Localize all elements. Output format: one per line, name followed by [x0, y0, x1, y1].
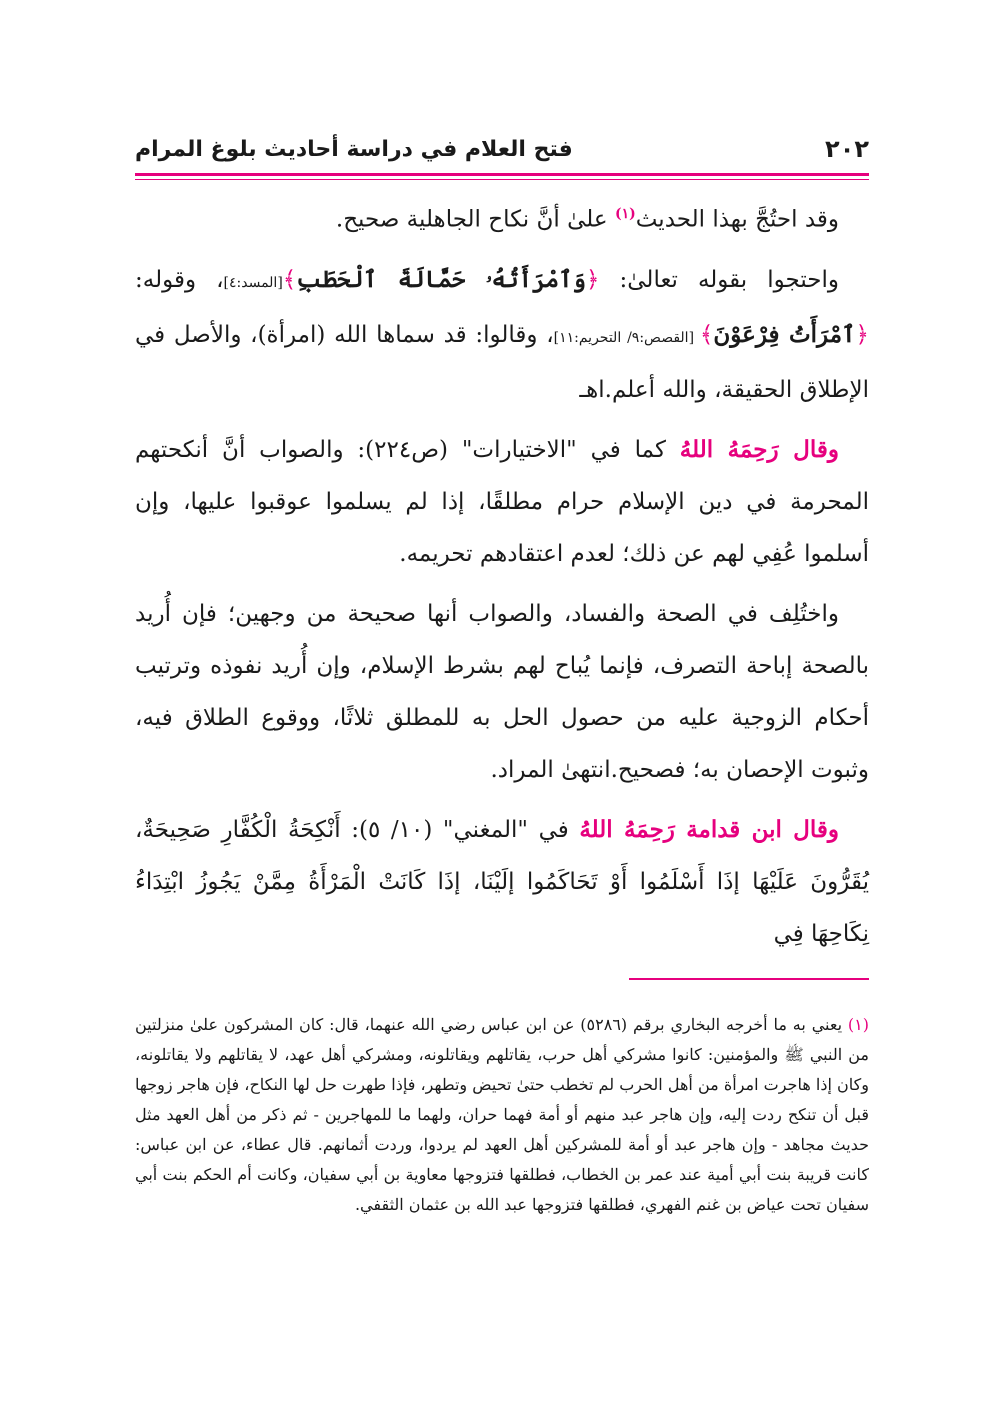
p1-before: وقد احتُجَّ بهذا الحديث [635, 206, 839, 233]
paragraph-4: واختُلِف في الصحة والفساد، والصواب أنها صحيحة من وجهين؛ فإن أُريد بالصحة إباحة التصرف، فإنما يُباح لهم بشرط الإسلام، وإن أُريد نفوذه وترتيب أحكام الزوجية عليه من حصول الحل به للمطلق ثلاثًا، ووقوع الطلاق فيه، وثبوت الإحصان به؛ فصحيح.انتهىٰ المراد. [135, 600, 869, 783]
p2-rest: ، وقالوا: قد سماها الله (امرأة)، والأصل في الإطلاق الحقيقة، والله أعلم.اهـ [135, 321, 869, 403]
footnote-mark: (١) [847, 1015, 870, 1034]
main-text [135, 188, 869, 968]
quran-open-bracket: ﴿ [586, 266, 600, 293]
header-rule-thin [135, 179, 869, 180]
p2-mid: ، وقوله: [135, 266, 224, 293]
quran-close-bracket: ﴾ [282, 266, 297, 293]
footnote [135, 1010, 869, 1220]
p3-text: كما في "الاختيارات" (ص٢٢٤): والصواب أنَّ أنكحتهم المحرمة في دين الإسلام حرام مطلقًا، إذا لم يسلموا عوقبوا عليها، وإن أسلموا عُفِي لهم عن ذلك؛ لعدم اعتقادهم تحريمه. [135, 436, 869, 567]
p3-lead: وقال رَحِمَهُ اللهُ [679, 435, 839, 463]
quran-verse-2: ٱمْرَأَتُ فِرْعَوْنَ [713, 320, 856, 348]
page-header [135, 128, 869, 170]
book-title: فتح العلام في دراسة أحاديث بلوغ المرام [135, 136, 573, 162]
footnote-reference[interactable]: (١) [614, 206, 636, 222]
p2-intro: واحتجوا بقوله تعالىٰ: [599, 266, 839, 293]
p5-text: في "المغني" (١٠/ ٥): أَنْكِحَةُ الْكُفَّارِ صَحِيحَةٌ، يُقَرُّونَ عَلَيْهَا إذَا أَسْلَمُوا أَوْ تَحَاكَمُوا إلَيْنَا، إذَا كَانَتْ الْمَرْأَةُ مِمَّنْ يَجُوزُ ابْتِدَاءُ نِكَاحِهَا فِي [135, 816, 869, 947]
quran-open-bracket-2: ﴿ [855, 321, 869, 348]
quran-close-bracket-2: ﴾ [699, 321, 714, 348]
verse-ref-2: [القصص:٩/ التحريم:١١] [553, 329, 700, 346]
paragraph-3 [135, 424, 869, 580]
quran-verse-1: وَٱمْرَأَتُهُۥ حَمَّالَةَ ٱلْحَطَبِ [296, 265, 587, 293]
verse-ref-1: [المسد:٤] [223, 274, 283, 291]
paragraph-2 [135, 254, 869, 416]
page-number: ٢٠٢ [825, 135, 869, 163]
paragraph-1 [135, 188, 869, 246]
footnote-separator [629, 978, 869, 980]
p1-after: علىٰ أنَّ نكاح الجاهلية صحيح. [335, 206, 615, 233]
paragraph-5 [135, 804, 869, 960]
p5-lead: وقال ابن قدامة رَحِمَهُ اللهُ [579, 815, 839, 843]
footnote-text: يعني به ما أخرجه البخاري برقم (٥٢٨٦) عن ابن عباس رضي الله عنهما، قال: كان المشركون علىٰ منزلتين من النبي ﷺ والمؤمنين: كانوا مشركي أهل حرب، يقاتلهم ويقاتلونه، ومشركي أهل عهد، لا يقاتلهم ولا يقاتلونه، وكان إذا هاجرت امرأة من أهل الحرب لم تخطب حتىٰ تحيض وتطهر، فإذا طهرت حل لها النكاح، فإن هاجر زوجها قبل أن تنكح ردت إليه، وإن هاجر عبد منهم أو أمة فهما حران، ولهما ما للمهاجرين - ثم ذكر من أهل العهد مثل حديث مجاهد - وإن هاجر عبد أو أمة للمشركين أهل العهد لم يردوا، وردت أثمانهم. قال عطاء، عن ابن عباس: كانت قريبة بنت أبي أمية عند عمر بن الخطاب، فطلقها فتزوجها معاوية بن أبي سفيان، وكانت أم الحكم بنت أبي سفيان تحت عياض بن غنم الفهري، فطلقها فتزوجها عبد الله بن عثمان الثقفي. [135, 1015, 870, 1214]
header-rule-thick [135, 173, 869, 176]
